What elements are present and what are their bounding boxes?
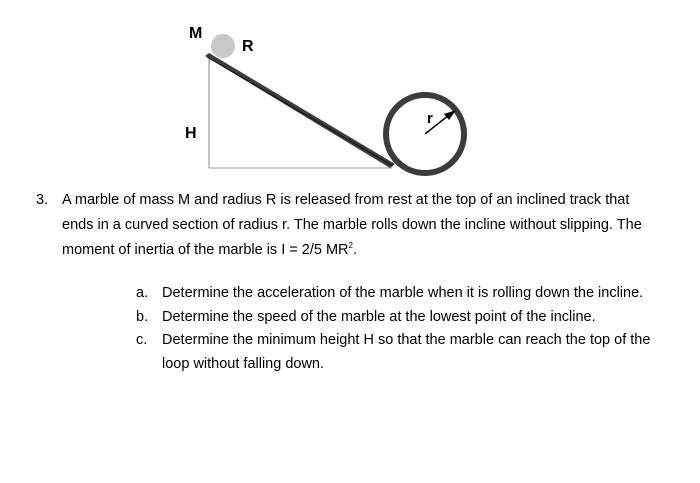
part-letter: b. bbox=[136, 308, 149, 325]
problem-statement bbox=[36, 188, 656, 263]
label-mass: M bbox=[189, 25, 203, 42]
problem-text: A marble of mass M and radius R is released from rest at the top of an inclined track that ends in a curved section of radius r. The marble rolls down the incline without slipping. The moment of inertia of the marble is I = 2/5 $MR^2$. bbox=[62, 192, 642, 258]
part-text: Determine the minimum height H so that the marble can reach the top of the loop without falling down. bbox=[162, 332, 651, 372]
part-text: Determine the speed of the marble at the lowest point of the incline. bbox=[162, 308, 596, 325]
part-a bbox=[136, 282, 676, 306]
exponent: 2 bbox=[348, 241, 353, 251]
part-text: Determine the acceleration of the marble when it is rolling down the incline. bbox=[162, 285, 644, 301]
marble bbox=[211, 34, 235, 58]
problem-number: 3. bbox=[36, 192, 49, 208]
label-height: H bbox=[185, 125, 197, 142]
problem-parts bbox=[136, 282, 676, 376]
part-c bbox=[136, 329, 676, 376]
label-loop-radius: r bbox=[427, 110, 433, 127]
incline-loop-diagram bbox=[0, 0, 700, 190]
label-radius: R bbox=[242, 38, 254, 55]
part-b bbox=[136, 306, 676, 330]
part-letter: a. bbox=[136, 285, 149, 301]
part-letter: c. bbox=[136, 332, 148, 348]
